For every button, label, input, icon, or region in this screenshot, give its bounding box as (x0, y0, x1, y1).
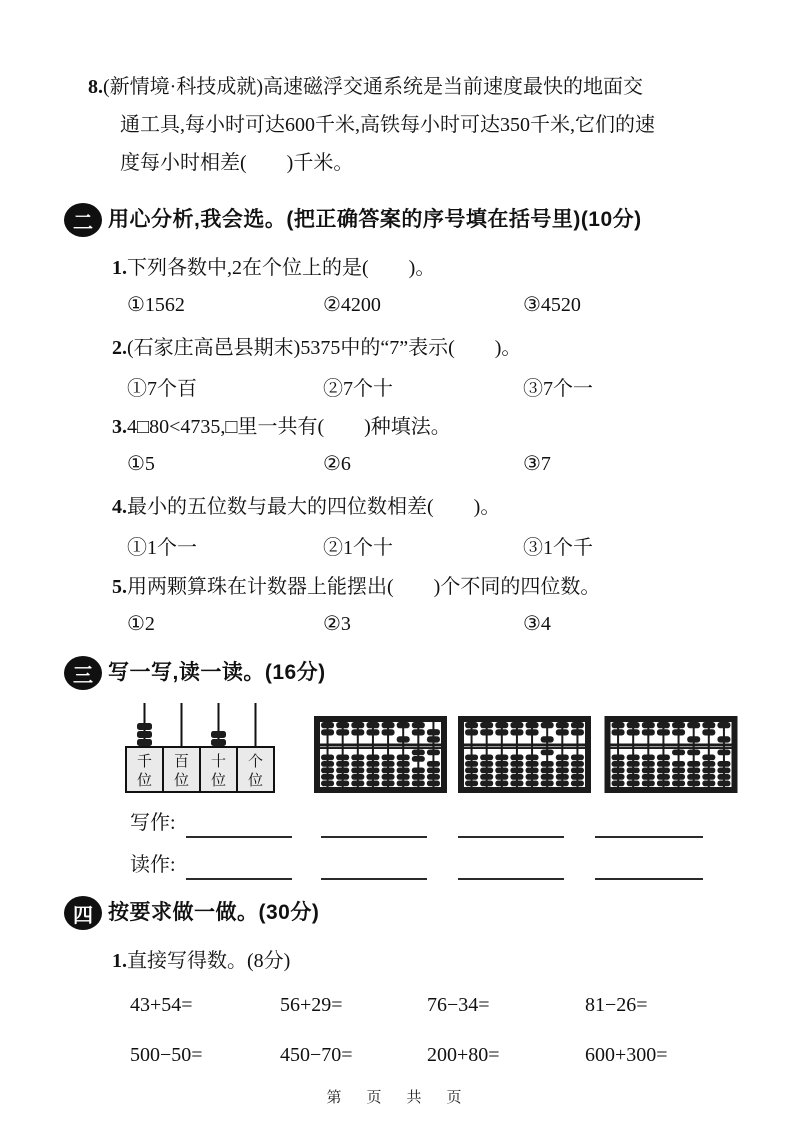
mc-question-3 (112, 412, 451, 442)
sub-question-1-text: 直接写得数。(8分) (127, 950, 291, 972)
read-blank-4 (595, 850, 703, 880)
mc-question-2 (112, 333, 521, 363)
option-3: ③7 (523, 453, 551, 475)
read-blank-1 (186, 850, 292, 880)
option-2: ②4200 (323, 294, 381, 316)
option-2: ②1个十 (323, 537, 393, 559)
abacus-image-2 (458, 716, 591, 793)
mc-question-5 (112, 572, 600, 602)
problem: 81−26= (585, 994, 648, 1016)
sub-question-1-number: 1. (112, 950, 127, 972)
mc-question-3-options (0, 451, 793, 481)
section-2-badge: 二 (64, 203, 102, 237)
read-blank-3 (458, 850, 564, 880)
problem: 43+54= (130, 994, 193, 1016)
svg-text:个位: 个位 (247, 754, 264, 789)
section-3-title: 写一写,读一读。(16分) (108, 661, 326, 684)
write-blank-1 (186, 808, 292, 838)
option-2: ②7个十 (323, 378, 393, 400)
section-4-badge: 四 (64, 896, 102, 930)
question-8-line-1 (88, 72, 643, 102)
mc-question-2-options (0, 372, 793, 402)
svg-text:千位: 千位 (136, 754, 153, 789)
option-3: ③4 (523, 613, 551, 635)
write-blank-2 (321, 808, 427, 838)
option-1: ①1个一 (127, 537, 197, 559)
option-2: ②3 (323, 613, 351, 635)
option-1: ①5 (127, 453, 155, 475)
mc-question-1-options (0, 292, 793, 322)
write-as-label: 写作: (130, 812, 176, 834)
write-blank-4 (595, 808, 703, 838)
arithmetic-row-1 (0, 994, 793, 1024)
read-as-label: 读作: (130, 854, 176, 876)
mc-question-1-number: 1. (112, 257, 127, 279)
problem: 450−70= (280, 1044, 353, 1066)
option-1: ①2 (127, 613, 155, 635)
mc-question-4-options (0, 531, 793, 561)
question-8-number: 8. (88, 76, 103, 98)
section-3-badge: 三 (64, 656, 102, 690)
option-1: ①1562 (127, 294, 185, 316)
problem: 500−50= (130, 1044, 203, 1066)
abacus-image-1 (314, 716, 447, 793)
option-3: ③4520 (523, 294, 581, 316)
arithmetic-row-2 (0, 1044, 793, 1074)
question-8-line-3: 度每小时相差( )千米。 (120, 152, 354, 174)
mc-question-4-text: 最小的五位数与最大的四位数相差( )。 (127, 496, 501, 518)
mc-question-2-number: 2. (112, 337, 127, 359)
option-2: ②6 (323, 453, 351, 475)
write-blank-3 (458, 808, 564, 838)
question-8-line-2: 通工具,每小时可达600千米,高铁每小时可达350千米,它们的速 (120, 114, 655, 136)
problem: 200+80= (427, 1044, 500, 1066)
problem: 56+29= (280, 994, 343, 1016)
mc-question-1 (112, 253, 435, 283)
option-1: ①7个百 (127, 378, 197, 400)
problem: 76−34= (427, 994, 490, 1016)
mc-question-4-number: 4. (112, 496, 127, 518)
option-3: ③1个千 (523, 537, 593, 559)
svg-text:百位: 百位 (173, 754, 190, 789)
mc-question-5-text: 用两颗算珠在计数器上能摆出( )个不同的四位数。 (127, 576, 601, 598)
mc-question-1-text: 下列各数中,2在个位上的是( )。 (127, 257, 436, 279)
section-4-title: 按要求做一做。(30分) (108, 901, 320, 924)
place-value-counter-image (124, 700, 276, 794)
problem: 600+300= (585, 1044, 668, 1066)
abacus-image-3 (602, 716, 740, 793)
mc-question-4 (112, 492, 500, 522)
mc-question-3-number: 3. (112, 416, 127, 438)
sub-question-1 (112, 946, 290, 976)
mc-question-3-text: 4□80<4735,□里一共有( )种填法。 (127, 416, 451, 438)
option-3: ③7个一 (523, 378, 593, 400)
section-2-title: 用心分析,我会选。(把正确答案的序号填在括号里)(10分) (108, 208, 642, 231)
page-footer: 第 页 共 页 (326, 1089, 467, 1106)
mc-question-2-text: (石家庄高邑县期末)5375中的“7”表示( )。 (127, 337, 522, 359)
mc-question-5-options (0, 611, 793, 641)
mc-question-5-number: 5. (112, 576, 127, 598)
question-8-text: (新情境·科技成就)高速磁浮交通系统是当前速度最快的地面交 (103, 76, 643, 98)
svg-text:十位: 十位 (210, 754, 227, 789)
read-blank-2 (321, 850, 427, 880)
